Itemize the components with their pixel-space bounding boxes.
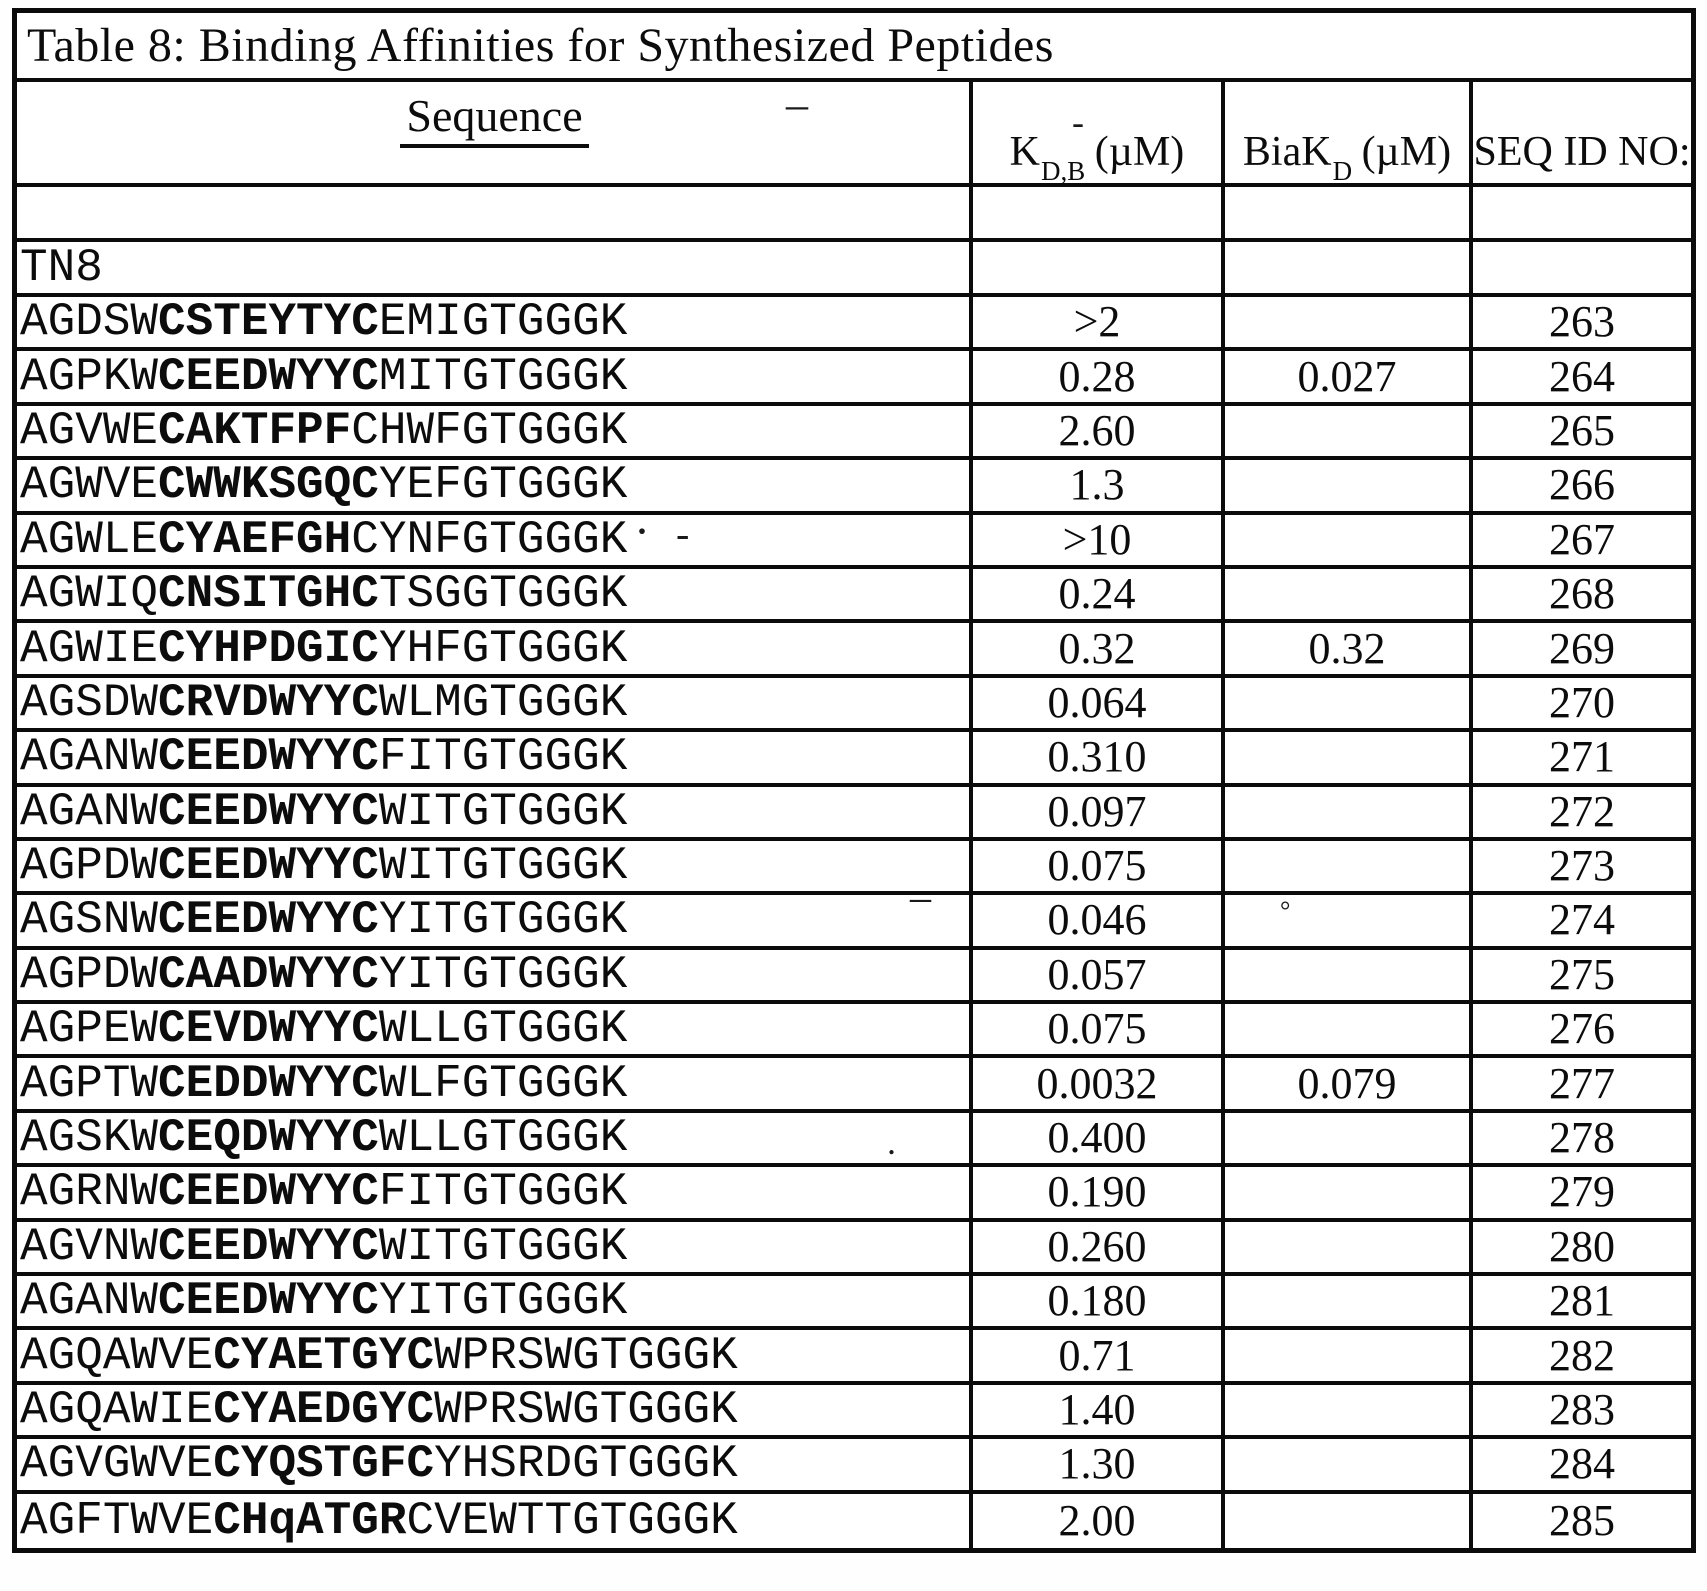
kdb-value-cell xyxy=(973,1113,1225,1163)
sequence-bold-loop: CEEDWYYC xyxy=(158,785,379,838)
kdb-value-cell xyxy=(973,678,1225,728)
sequence-text xyxy=(20,948,628,1001)
kdb-value: 0.057 xyxy=(1047,949,1147,999)
seqid-value: 266 xyxy=(1549,460,1615,510)
biakd-value-cell xyxy=(1225,242,1473,293)
sequence-text xyxy=(20,1438,738,1491)
sequence-bold-loop: CEQDWYYC xyxy=(158,1112,379,1165)
biakd-value-cell xyxy=(1225,1167,1473,1217)
kdb-value-cell xyxy=(973,1439,1225,1489)
seqid-value: 276 xyxy=(1549,1004,1615,1054)
kdb-value-cell xyxy=(973,515,1225,565)
sequence-suffix: YHSRDGTGGGK xyxy=(434,1438,738,1491)
sequence-cell xyxy=(17,569,973,619)
sequence-bold-loop: CYAEDGYC xyxy=(213,1384,435,1436)
sequence-text xyxy=(20,241,103,294)
seqid-value: 285 xyxy=(1549,1495,1615,1545)
biakd-value-cell xyxy=(1225,1004,1473,1054)
sequence-suffix: FITGTGGGK xyxy=(378,1166,628,1219)
seqid-value-cell xyxy=(1473,895,1691,945)
table-row xyxy=(17,406,1691,460)
seqid-value: 280 xyxy=(1549,1221,1615,1271)
sequence-prefix: AGANW xyxy=(20,785,159,838)
sequence-cell xyxy=(17,460,973,510)
scan-mark: – xyxy=(786,80,808,129)
sequence-cell xyxy=(17,1276,973,1326)
sequence-bold-loop: CEEDWYYC xyxy=(158,840,379,893)
sequence-prefix: AGFTWVE xyxy=(20,1494,214,1547)
biakd-value-cell xyxy=(1225,895,1473,945)
seqid-value-cell xyxy=(1473,297,1691,347)
sequence-cell xyxy=(17,623,973,673)
sequence-cell xyxy=(17,351,973,401)
biakd-subscript: D xyxy=(1332,156,1353,187)
kdb-value-cell xyxy=(973,950,1225,1000)
sequence-text xyxy=(20,676,628,729)
sequence-cell xyxy=(17,1494,973,1548)
sequence-prefix: AGPDW xyxy=(20,840,159,893)
sequence-prefix: AGANW xyxy=(20,731,159,784)
sequence-suffix: YITGTGGGK xyxy=(378,894,628,947)
sequence-prefix: AGDSW xyxy=(20,296,159,349)
biakd-value-cell xyxy=(1225,1385,1473,1435)
sequence-prefix: AGWIQ xyxy=(20,568,159,621)
sequence-bold-loop: CEEDWYYC xyxy=(158,1166,379,1219)
sequence-suffix: TSGGTGGGK xyxy=(378,568,628,621)
biakd-value-cell xyxy=(1225,787,1473,837)
table-row xyxy=(17,1330,1691,1384)
kdb-value: 0.260 xyxy=(1047,1221,1147,1271)
kdb-value-cell xyxy=(973,841,1225,891)
kdb-value: 0.097 xyxy=(1047,786,1147,836)
seqid-value: 274 xyxy=(1549,895,1615,945)
sequence-header-label: Sequence xyxy=(400,92,588,148)
sequence-cell xyxy=(17,1004,973,1054)
biakd-value-cell xyxy=(1225,950,1473,1000)
sequence-bold-loop: CYQSTGFC xyxy=(213,1438,435,1491)
sequence-text xyxy=(20,1329,738,1382)
kdb-value-cell xyxy=(973,187,1225,238)
seqid-value-cell xyxy=(1473,623,1691,673)
sequence-text xyxy=(20,513,628,566)
sequence-cell xyxy=(17,841,973,891)
biakd-value-cell xyxy=(1225,406,1473,456)
seqid-value-cell xyxy=(1473,1113,1691,1163)
sequence-cell xyxy=(17,406,973,456)
kdb-value: 0.180 xyxy=(1047,1276,1147,1326)
sequence-suffix: YEFGTGGGK xyxy=(378,459,628,512)
kdb-value: 1.40 xyxy=(1058,1385,1136,1434)
sequence-bold-loop: CEEDWYYC xyxy=(158,894,379,947)
column-header-seqid xyxy=(1473,82,1691,183)
table-row xyxy=(17,1439,1691,1493)
sequence-suffix: WPRSWGTGGGK xyxy=(434,1329,738,1382)
seqid-value: 268 xyxy=(1549,569,1615,619)
seqid-value-cell xyxy=(1473,460,1691,510)
sequence-suffix: CYNFGTGGGK xyxy=(351,513,628,566)
seqid-value-cell xyxy=(1473,1058,1691,1108)
biakd-value-cell xyxy=(1225,1494,1473,1548)
sequence-prefix: AGPEW xyxy=(20,1003,159,1056)
scan-mark: . xyxy=(887,1122,896,1162)
kdb-value: 0.400 xyxy=(1047,1113,1147,1163)
sequence-prefix: AGSKW xyxy=(20,1112,159,1165)
kdb-value: >10 xyxy=(1062,514,1132,564)
biakd-value-cell xyxy=(1225,515,1473,565)
sequence-bold-loop: CSTEYTYC xyxy=(158,296,379,349)
sequence-suffix: WITGTGGGK xyxy=(378,785,628,838)
kdb-value-cell xyxy=(973,1330,1225,1380)
scan-mark: – xyxy=(910,875,931,921)
seqid-value: 278 xyxy=(1549,1113,1615,1163)
seqid-value: 270 xyxy=(1549,677,1615,727)
sequence-prefix: AGVNW xyxy=(20,1220,159,1273)
biakd-value: 0.027 xyxy=(1297,351,1397,401)
seqid-value-cell xyxy=(1473,1222,1691,1272)
seqid-value-cell xyxy=(1473,1385,1691,1435)
kdb-value-cell xyxy=(973,895,1225,945)
sequence-suffix: CHWFGTGGGK xyxy=(351,404,628,457)
sequence-bold-loop: CRVDWYYC xyxy=(158,676,379,729)
sequence-text xyxy=(20,1220,628,1273)
sequence-suffix: WITGTGGGK xyxy=(378,840,628,893)
table-row xyxy=(17,1113,1691,1167)
kdb-value: 0.28 xyxy=(1058,351,1136,401)
table-row xyxy=(17,950,1691,1004)
sequence-prefix: AGQAWVE xyxy=(20,1329,214,1382)
seqid-value: 277 xyxy=(1549,1058,1615,1108)
seqid-value-cell xyxy=(1473,841,1691,891)
seqid-value: 269 xyxy=(1549,623,1615,673)
sequence-prefix: AGSDW xyxy=(20,676,159,729)
sequence-text xyxy=(20,1275,628,1328)
kdb-value: 0.310 xyxy=(1047,732,1147,782)
biakd-value-cell xyxy=(1225,1058,1473,1108)
kdb-value: 0.064 xyxy=(1047,677,1147,727)
seqid-value: 283 xyxy=(1549,1385,1615,1434)
table-title: Table 8: Binding Affinities for Synthesized Peptides xyxy=(17,13,1691,82)
sequence-cell xyxy=(17,678,973,728)
seqid-value-cell xyxy=(1473,1439,1691,1489)
seqid-value-cell xyxy=(1473,187,1691,238)
biakd-value-cell xyxy=(1225,1330,1473,1380)
sequence-prefix: AGRNW xyxy=(20,1166,159,1219)
sequence-prefix: AGWIE xyxy=(20,622,159,675)
biakd-value-cell xyxy=(1225,1113,1473,1163)
sequence-bold-loop: CEVDWYYC xyxy=(158,1003,379,1056)
seqid-value-cell xyxy=(1473,1330,1691,1380)
sequence-text xyxy=(20,785,628,838)
sequence-bold-loop: CAKTFPF xyxy=(158,404,352,457)
sequence-cell xyxy=(17,242,973,293)
sequence-suffix: WPRSWGTGGGK xyxy=(434,1384,738,1436)
scan-mark: - xyxy=(676,511,690,556)
sequence-bold-loop: CHqATGR xyxy=(213,1494,407,1547)
biakd-unit: (µM) xyxy=(1351,129,1452,175)
sequence-bold-loop: CWWKSGQC xyxy=(158,459,379,512)
kdb-header-label xyxy=(1009,129,1185,187)
seqid-value: 282 xyxy=(1549,1330,1615,1380)
sequence-suffix: WITGTGGGK xyxy=(378,1220,628,1273)
sequence-suffix: YITGTGGGK xyxy=(378,1275,628,1328)
sequence-bold-loop: CNSITGHC xyxy=(158,568,379,621)
sequence-suffix: WLLGTGGGK xyxy=(378,1112,628,1165)
sequence-bold-loop: CEEDWYYC xyxy=(158,731,379,784)
table-row xyxy=(17,1385,1691,1439)
sequence-cell xyxy=(17,187,973,238)
sequence-prefix: AGPTW xyxy=(20,1057,159,1110)
sequence-bold-loop: CEDDWYYC xyxy=(158,1057,379,1110)
table-row xyxy=(17,187,1691,242)
sequence-cell xyxy=(17,895,973,945)
kdb-value: 0.190 xyxy=(1047,1167,1147,1217)
sequence-suffix: CVEWTTGTGGGK xyxy=(406,1494,738,1547)
sequence-bold-loop: CAADWYYC xyxy=(158,948,379,1001)
biakd-base: BiaK xyxy=(1242,129,1332,175)
sequence-text xyxy=(20,1003,628,1056)
sequence-text xyxy=(20,404,628,457)
scan-mark: ° xyxy=(1280,896,1291,925)
seqid-value-cell xyxy=(1473,351,1691,401)
kdb-unit: (µM) xyxy=(1084,129,1185,175)
kdb-subscript: D,B xyxy=(1041,156,1086,187)
column-header-kdb xyxy=(973,82,1225,187)
column-header-biakd xyxy=(1225,82,1473,187)
sequence-text xyxy=(20,840,628,893)
sequence-prefix: TN8 xyxy=(20,241,103,294)
biakd-value-cell xyxy=(1225,460,1473,510)
sequence-bold-loop: CYAETGYC xyxy=(213,1329,435,1382)
table-row xyxy=(17,623,1691,677)
sequence-cell xyxy=(17,1330,973,1380)
kdb-value-cell xyxy=(973,1222,1225,1272)
seqid-value: 273 xyxy=(1549,841,1615,891)
kdb-value-cell xyxy=(973,1004,1225,1054)
sequence-prefix: AGVWE xyxy=(20,404,159,457)
table-row xyxy=(17,1222,1691,1276)
kdb-value-cell xyxy=(973,406,1225,456)
seqid-value: 284 xyxy=(1549,1439,1615,1489)
seqid-value-cell xyxy=(1473,950,1691,1000)
seqid-value-cell xyxy=(1473,1167,1691,1217)
seqid-value-cell xyxy=(1473,569,1691,619)
table-row xyxy=(17,678,1691,732)
table-row xyxy=(17,1004,1691,1058)
sequence-prefix: AGSNW xyxy=(20,894,159,947)
kdb-value-cell xyxy=(973,297,1225,347)
sequence-cell xyxy=(17,1385,973,1435)
seqid-value: 275 xyxy=(1549,949,1615,999)
table-row xyxy=(17,242,1691,297)
table-row xyxy=(17,895,1691,949)
sequence-text xyxy=(20,459,628,512)
sequence-bold-loop: CYHPDGIC xyxy=(158,622,379,675)
biakd-value-cell xyxy=(1225,297,1473,347)
table-row xyxy=(17,1167,1691,1221)
kdb-value: 0.046 xyxy=(1047,895,1147,945)
kdb-value-cell xyxy=(973,787,1225,837)
kdb-value-cell xyxy=(973,1385,1225,1435)
kdb-value: 1.30 xyxy=(1058,1439,1136,1489)
sequence-prefix: AGPDW xyxy=(20,948,159,1001)
sequence-text xyxy=(20,894,628,947)
kdb-value: 0.24 xyxy=(1058,569,1136,619)
kdb-value-cell xyxy=(973,569,1225,619)
kdb-value-cell xyxy=(973,1058,1225,1108)
kdb-value: 0.0032 xyxy=(1036,1058,1158,1108)
sequence-suffix: WLMGTGGGK xyxy=(378,676,628,729)
kdb-value: 0.32 xyxy=(1058,623,1136,673)
kdb-value: 1.3 xyxy=(1069,460,1125,510)
sequence-suffix: YITGTGGGK xyxy=(378,948,628,1001)
seqid-value: 263 xyxy=(1549,297,1615,347)
kdb-value: 2.00 xyxy=(1058,1495,1136,1545)
sequence-text xyxy=(20,1166,628,1219)
sequence-suffix: MITGTGGGK xyxy=(378,350,628,403)
sequence-text xyxy=(20,622,628,675)
sequence-text xyxy=(20,1384,738,1436)
seqid-value-cell xyxy=(1473,242,1691,293)
biakd-value-cell xyxy=(1225,187,1473,238)
sequence-text xyxy=(20,296,628,349)
table-header-row xyxy=(17,82,1691,187)
sequence-suffix: FITGTGGGK xyxy=(378,731,628,784)
sequence-prefix: AGWVE xyxy=(20,459,159,512)
sequence-cell xyxy=(17,1113,973,1163)
seqid-value: 279 xyxy=(1549,1167,1615,1217)
scan-mark: · xyxy=(634,505,650,558)
kdb-value: >2 xyxy=(1073,297,1121,347)
table-body xyxy=(17,187,1691,1548)
sequence-bold-loop: CYAEFGH xyxy=(158,513,352,566)
sequence-suffix: EMIGTGGGK xyxy=(378,296,628,349)
seqid-value: 271 xyxy=(1549,732,1615,782)
kdb-value-cell xyxy=(973,242,1225,293)
sequence-text xyxy=(20,1057,628,1110)
seqid-value-cell xyxy=(1473,1494,1691,1548)
sequence-prefix: AGVGWVE xyxy=(20,1438,214,1491)
kdb-base: K xyxy=(1009,129,1041,175)
sequence-cell xyxy=(17,950,973,1000)
seqid-value: 264 xyxy=(1549,351,1615,401)
sequence-text xyxy=(20,731,628,784)
seqid-value-cell xyxy=(1473,1004,1691,1054)
seqid-value: 267 xyxy=(1549,514,1615,564)
sequence-suffix: YHFGTGGGK xyxy=(378,622,628,675)
table-row xyxy=(17,1494,1691,1548)
kdb-value: 2.60 xyxy=(1058,405,1136,455)
kdb-value-cell xyxy=(973,1276,1225,1326)
sequence-cell xyxy=(17,1058,973,1108)
sequence-cell xyxy=(17,1439,973,1489)
table-row xyxy=(17,841,1691,895)
sequence-cell xyxy=(17,1167,973,1217)
sequence-cell xyxy=(17,787,973,837)
seqid-value: 281 xyxy=(1549,1276,1615,1326)
table-row xyxy=(17,569,1691,623)
biakd-value-cell xyxy=(1225,678,1473,728)
sequence-prefix: AGANW xyxy=(20,1275,159,1328)
table-row xyxy=(17,1058,1691,1112)
biakd-header-label xyxy=(1242,129,1452,187)
biakd-value-cell xyxy=(1225,351,1473,401)
biakd-value-cell xyxy=(1225,623,1473,673)
table-row xyxy=(17,511,1691,569)
table-row xyxy=(17,351,1691,405)
table-row xyxy=(17,787,1691,841)
kdb-value-cell xyxy=(973,623,1225,673)
sequence-bold-loop: CEEDWYYC xyxy=(158,1220,379,1273)
seqid-value-cell xyxy=(1473,515,1691,565)
sequence-bold-loop: CEEDWYYC xyxy=(158,350,379,403)
seqid-header-label: SEQ ID NO: xyxy=(1473,129,1691,175)
table-row xyxy=(17,1276,1691,1330)
sequence-prefix: AGWLE xyxy=(20,513,159,566)
biakd-value: 0.32 xyxy=(1308,623,1386,673)
sequence-text xyxy=(20,1494,738,1547)
sequence-cell xyxy=(17,732,973,782)
kdb-value: 0.075 xyxy=(1047,1004,1147,1054)
kdb-value-cell xyxy=(973,1167,1225,1217)
sequence-cell xyxy=(17,511,973,566)
biakd-value-cell xyxy=(1225,841,1473,891)
seqid-value: 265 xyxy=(1549,405,1615,455)
column-header-sequence xyxy=(17,82,973,183)
biakd-value-cell xyxy=(1225,1276,1473,1326)
kdb-value-cell xyxy=(973,460,1225,510)
sequence-text xyxy=(20,350,628,403)
sequence-text xyxy=(20,1112,628,1165)
table-row xyxy=(17,732,1691,786)
sequence-prefix: AGPKW xyxy=(20,350,159,403)
sequence-bold-loop: CEEDWYYC xyxy=(158,1275,379,1328)
seqid-value-cell xyxy=(1473,678,1691,728)
biakd-value: 0.079 xyxy=(1297,1058,1397,1108)
seqid-value: 272 xyxy=(1549,786,1615,836)
seqid-value-cell xyxy=(1473,787,1691,837)
sequence-cell xyxy=(17,297,973,347)
sequence-text xyxy=(20,568,628,621)
kdb-value: 0.71 xyxy=(1058,1330,1136,1380)
seqid-value-cell xyxy=(1473,406,1691,456)
binding-affinities-table xyxy=(12,8,1696,1553)
kdb-value-cell xyxy=(973,1494,1225,1548)
biakd-value-cell xyxy=(1225,1439,1473,1489)
scan-mark: - xyxy=(1072,102,1084,142)
sequence-cell xyxy=(17,1222,973,1272)
seqid-value-cell xyxy=(1473,732,1691,782)
sequence-suffix: WLFGTGGGK xyxy=(378,1057,628,1110)
biakd-value-cell xyxy=(1225,732,1473,782)
sequence-suffix: WLLGTGGGK xyxy=(378,1003,628,1056)
kdb-value-cell xyxy=(973,351,1225,401)
biakd-value-cell xyxy=(1225,569,1473,619)
table-row xyxy=(17,460,1691,514)
kdb-value-cell xyxy=(973,732,1225,782)
kdb-value: 0.075 xyxy=(1047,841,1147,891)
table-row xyxy=(17,297,1691,351)
sequence-prefix: AGQAWIE xyxy=(20,1384,214,1436)
biakd-value-cell xyxy=(1225,1222,1473,1272)
seqid-value-cell xyxy=(1473,1276,1691,1326)
